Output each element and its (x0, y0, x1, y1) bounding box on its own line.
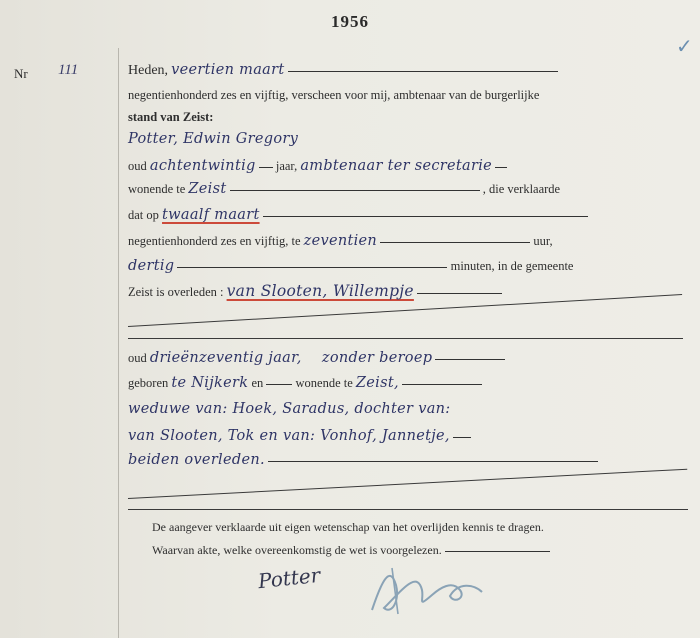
fill-line (266, 384, 292, 385)
fill-line (288, 71, 558, 72)
fill-line (417, 293, 502, 294)
line-declarant-residence (128, 181, 688, 203)
line-date-of-act (128, 62, 688, 84)
printed-year-te: negentienhonderd zes en vijftig, te (128, 234, 301, 248)
fill-line (495, 167, 507, 168)
line-death-hour (128, 233, 688, 255)
printed-en: en (251, 376, 264, 390)
printed-jaar: jaar, (275, 159, 298, 173)
declaration-read-aloud-text: Waarvan akte, welke overeenkomstig de wet is voorgelezen. (152, 543, 442, 557)
hand-deceased-age: drieënzeventig jaar, (149, 350, 302, 366)
printed-geboren: geboren (128, 376, 169, 390)
line-declarant-age (128, 158, 688, 180)
fill-line (445, 551, 550, 552)
hand-declarant-residence: Zeist (188, 181, 227, 197)
hand-declarant-occupation: ambtenaar ter secretarie (300, 158, 493, 174)
hand-deceased-name: van Slooten, Willempje (226, 282, 414, 300)
record-number-value: 111 (58, 62, 79, 78)
hand-death-hour: zeventien (303, 233, 378, 249)
hand-widow-of: weduwe van: Hoek, Saradus, dochter van: (128, 401, 451, 417)
hand-death-date: twaalf maart (162, 207, 260, 223)
printed-overleden: Zeist is overleden : (128, 285, 224, 299)
line-deceased-age (128, 350, 688, 372)
hand-deceased-occupation: zonder beroep (321, 350, 433, 366)
strike-line (128, 338, 683, 339)
fill-line (230, 190, 480, 191)
printed-heden: Heden, (128, 63, 169, 78)
fill-line (453, 437, 471, 438)
fill-line (380, 242, 530, 243)
declaration-read-aloud (152, 543, 550, 558)
printed-wonende-te-2: wonende te (295, 376, 353, 390)
line-death-date (128, 207, 688, 229)
printed-wonende-te: wonende te (128, 182, 186, 196)
line-death-minutes (128, 258, 688, 280)
line-year-official: negentienhonderd zes en vijftig, verscheen voor mij, ambtenaar van de burgerlijke (128, 88, 540, 102)
declaration-knowledge: De aangever verklaarde uit eigen wetenschap van het overlijden kennis te dragen. (152, 520, 544, 534)
line-widow-of (128, 401, 688, 423)
hand-parents: van Slooten, Tok en van: Vonhof, Jannetje, (128, 428, 450, 444)
record-number-label: Nr (14, 66, 28, 81)
line-parents (128, 428, 688, 450)
line-deceased-name (128, 282, 688, 304)
fill-line (435, 359, 505, 360)
line-municipality: stand van Zeist: (128, 110, 214, 124)
printed-uur: uur, (533, 234, 553, 248)
margin-rule (118, 48, 119, 638)
hand-death-minutes: dertig (128, 258, 175, 274)
printed-dat-op: dat op (128, 208, 159, 222)
fill-line (263, 216, 588, 217)
hand-birthplace: te Nijkerk (171, 375, 249, 391)
hand-declarant-name: Potter, Edwin Gregory (128, 131, 299, 147)
printed-die-verklaarde: , die verklaarde (482, 182, 561, 196)
printed-minuten: minuten, in de gemeente (450, 259, 574, 273)
hand-both-deceased: beiden overleden. (128, 452, 265, 468)
printed-oud: oud (128, 159, 147, 173)
hand-date-of-act: veertien maart (171, 62, 285, 78)
line-both-deceased (128, 452, 688, 474)
check-mark-icon: ✓ (676, 36, 693, 58)
signature-stroke (372, 576, 482, 610)
fill-line (268, 461, 598, 462)
registrar-signature (362, 560, 492, 620)
hand-deceased-residence: Zeist, (355, 375, 399, 391)
declarant-signature: Potter (256, 562, 322, 594)
line-deceased-birthplace (128, 375, 688, 397)
fill-line (259, 167, 273, 168)
fill-line (177, 267, 447, 268)
hand-declarant-age: achtentwintig (149, 158, 256, 174)
fill-line (402, 384, 482, 385)
line-declarant-name (128, 131, 688, 153)
printed-oud: oud (128, 351, 147, 365)
strike-line (128, 509, 688, 510)
register-year: 1956 (331, 12, 369, 31)
